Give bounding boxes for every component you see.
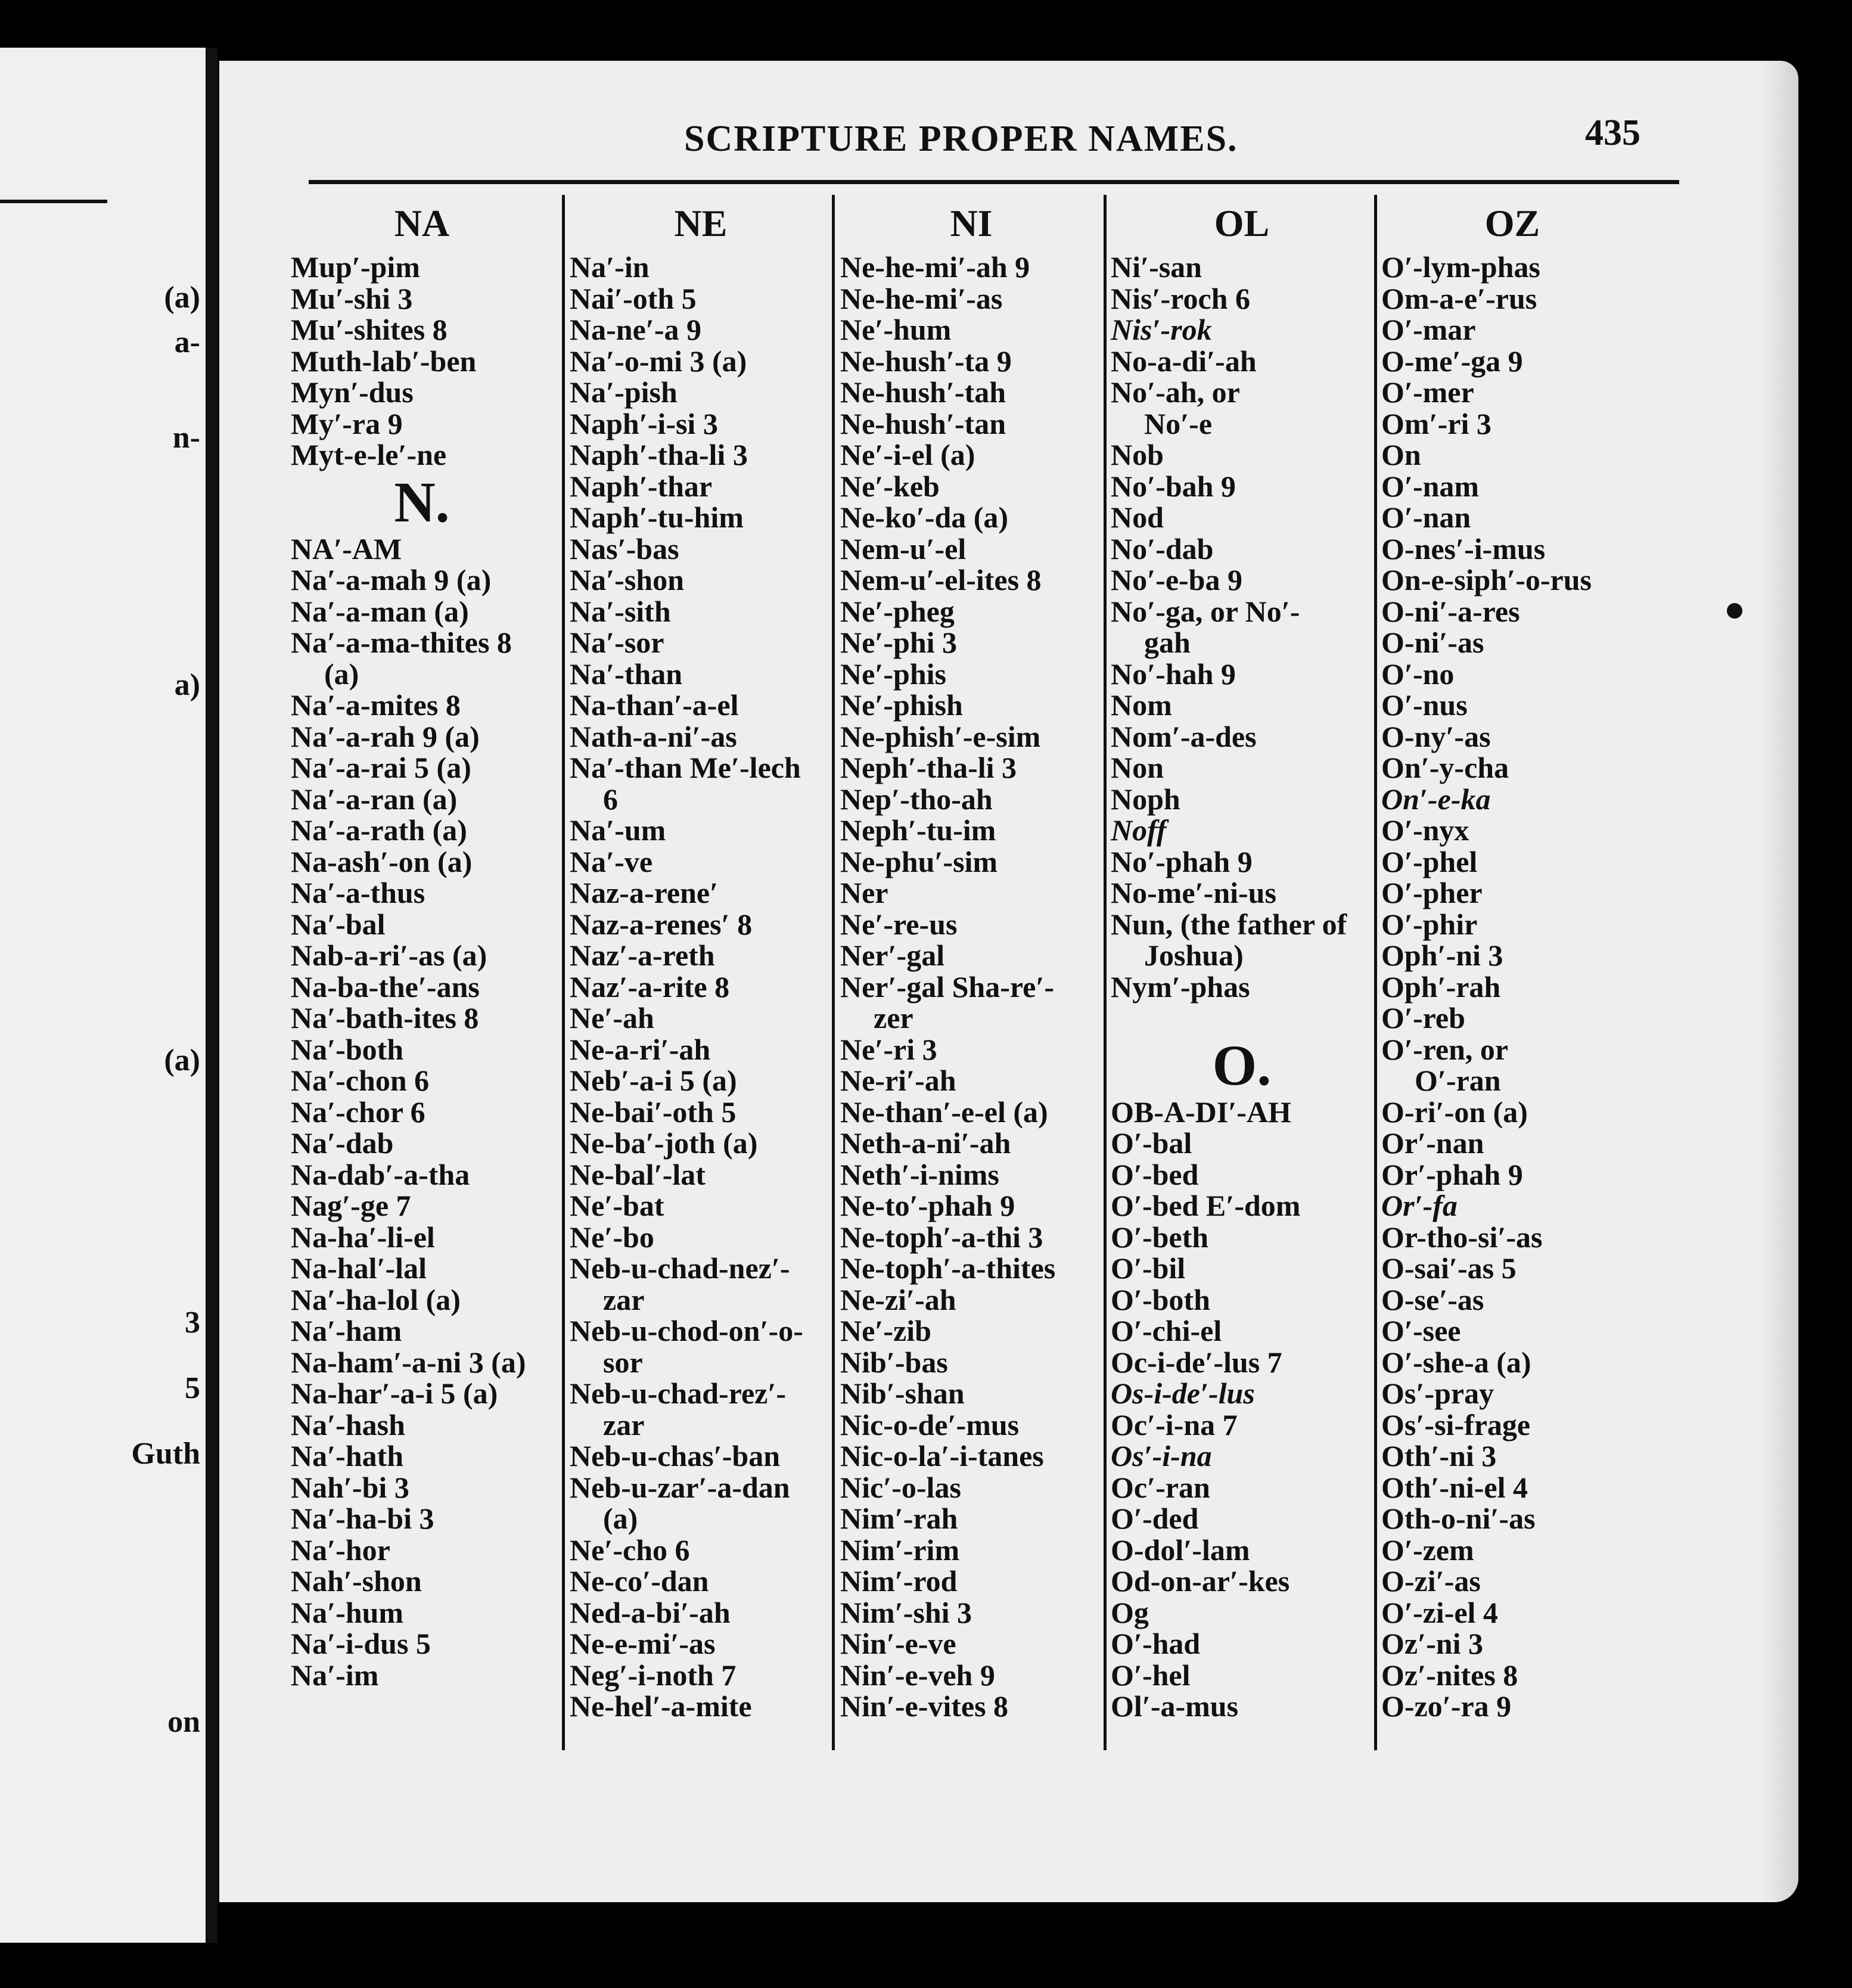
previous-page-rule bbox=[0, 200, 107, 203]
name-entry: Os′-si-frage bbox=[1381, 1408, 1531, 1442]
name-entry: 6 bbox=[603, 782, 618, 816]
name-entry: Os′-i-na bbox=[1111, 1439, 1212, 1473]
name-entry: Oth′-ni 3 bbox=[1381, 1439, 1497, 1473]
previous-page-fragment: a) bbox=[174, 668, 200, 702]
name-entry: Oc′-ran bbox=[1111, 1470, 1210, 1504]
name-entry: Or′-nan bbox=[1381, 1126, 1484, 1160]
name-entry: O′-had bbox=[1111, 1627, 1201, 1660]
name-entry: O-me′-ga 9 bbox=[1381, 344, 1523, 378]
column-ni bbox=[840, 198, 1102, 1722]
name-entry: Naph′-tha-li 3 bbox=[570, 438, 748, 471]
page-number: 435 bbox=[1585, 113, 1640, 153]
name-entry: Or-tho-si′-as bbox=[1381, 1220, 1543, 1254]
name-entry: OB-A-DI′-AH bbox=[1111, 1095, 1291, 1129]
name-entry: Na-har′-a-i 5 (a) bbox=[291, 1377, 498, 1410]
name-entry: Neb-u-chad-nez′- bbox=[570, 1251, 790, 1285]
name-entry: O-nes′-i-mus bbox=[1381, 532, 1546, 566]
column-divider bbox=[1374, 195, 1377, 1750]
previous-page-fragment: 3 bbox=[185, 1306, 200, 1340]
name-entry: Ne-than′-e-el (a) bbox=[840, 1095, 1048, 1129]
name-entry: Ne′-hum bbox=[840, 313, 952, 346]
name-entry: Na′-ham bbox=[291, 1314, 402, 1347]
name-entry: O′-nam bbox=[1381, 469, 1480, 503]
name-entry: Nib′-shan bbox=[840, 1377, 965, 1410]
name-entry: Ne′-re-us bbox=[840, 907, 958, 941]
name-entry: No′-ah, or bbox=[1111, 375, 1240, 409]
name-entry: Nym′-phas bbox=[1111, 970, 1250, 1004]
name-entry: Na′-hor bbox=[291, 1533, 390, 1567]
name-entry: Nag′-ge 7 bbox=[291, 1189, 411, 1222]
name-entry: zar bbox=[603, 1282, 645, 1316]
name-entry: No-me′-ni-us bbox=[1111, 876, 1276, 909]
name-entry: Ne-zi′-ah bbox=[840, 1282, 956, 1316]
previous-page-fragment: Guth bbox=[131, 1437, 200, 1471]
column-divider bbox=[1104, 195, 1107, 1750]
name-entry: On bbox=[1381, 438, 1421, 471]
name-entry: Na′-a-thus bbox=[291, 876, 425, 909]
name-entry: Ne′-phi 3 bbox=[840, 626, 958, 659]
name-entry: O′-nan bbox=[1381, 501, 1471, 534]
name-entry: Ne-hush′-tan bbox=[840, 406, 1006, 440]
name-entry: Nic′-o-las bbox=[840, 1470, 961, 1504]
name-entry: Na′-sith bbox=[570, 594, 671, 628]
name-entry: O′-bal bbox=[1111, 1126, 1192, 1160]
name-entry: Na′-ha-bi 3 bbox=[291, 1502, 434, 1535]
name-entry: Ner′-gal Sha-re′- bbox=[840, 970, 1055, 1004]
name-entry: Nem-u′-el-ites 8 bbox=[840, 563, 1042, 597]
name-entry: O-dol′-lam bbox=[1111, 1533, 1250, 1567]
name-entry: Na′-sor bbox=[570, 626, 664, 659]
name-entry: O-se′-as bbox=[1381, 1282, 1484, 1316]
name-entry: Na′-hath bbox=[291, 1439, 404, 1473]
name-entry: Na′-chon 6 bbox=[291, 1064, 430, 1097]
name-entry: Or′-fa bbox=[1381, 1189, 1458, 1222]
name-entry: Oz′-ni 3 bbox=[1381, 1627, 1483, 1660]
name-entry: Ne′-phish bbox=[840, 688, 963, 722]
name-entry: Nim′-rah bbox=[840, 1502, 958, 1535]
name-entry: Ne′-i-el (a) bbox=[840, 438, 975, 471]
name-entry: O′-see bbox=[1381, 1314, 1461, 1347]
name-entry: Nom bbox=[1111, 688, 1172, 722]
name-entry: O′-beth bbox=[1111, 1220, 1209, 1254]
name-entry: sor bbox=[603, 1345, 643, 1379]
name-entry: Ne-to′-phah 9 bbox=[840, 1189, 1015, 1222]
name-entry: Na′-than bbox=[570, 657, 683, 691]
name-entry: Neth-a-ni′-ah bbox=[840, 1126, 1011, 1160]
name-entry: Myn′-dus bbox=[291, 375, 414, 409]
name-entry: Ne-a-ri′-ah bbox=[570, 1032, 711, 1066]
name-entry: Na′-hash bbox=[291, 1408, 405, 1442]
name-entry: Neph′-tha-li 3 bbox=[840, 751, 1017, 784]
name-entry: Neb-u-zar′-a-dan bbox=[570, 1470, 790, 1504]
name-entry: Ne-toph′-a-thi 3 bbox=[840, 1220, 1043, 1254]
name-entry: Ol′-a-mus bbox=[1111, 1689, 1239, 1723]
column-heading: OL bbox=[1214, 202, 1270, 244]
name-entry: (a) bbox=[324, 657, 359, 691]
name-entry: My′-ra 9 bbox=[291, 406, 403, 440]
name-entry: O′-zem bbox=[1381, 1533, 1474, 1567]
name-entry: Nin′-e-veh 9 bbox=[840, 1658, 995, 1692]
name-entry: O-ri′-on (a) bbox=[1381, 1095, 1528, 1129]
name-entry: Ne′-phis bbox=[840, 657, 946, 691]
name-entry: O-zi′-as bbox=[1381, 1564, 1481, 1598]
name-entry: No′-bah 9 bbox=[1111, 469, 1236, 503]
name-entry: Oph′-ni 3 bbox=[1381, 939, 1503, 972]
previous-page-fragment: (a) bbox=[164, 281, 200, 315]
column-heading: NA bbox=[394, 202, 450, 244]
previous-page-edge bbox=[0, 48, 209, 1943]
name-entry: Ne-hel′-a-mite bbox=[570, 1689, 752, 1723]
name-entry: O-ni′-a-res bbox=[1381, 594, 1520, 628]
name-entry: Ne-hush′-ta 9 bbox=[840, 344, 1012, 378]
name-entry: O′-nyx bbox=[1381, 813, 1469, 847]
name-entry: Ni′-san bbox=[1111, 250, 1202, 284]
name-entry: O′-bil bbox=[1111, 1251, 1186, 1285]
name-entry: O′-nus bbox=[1381, 688, 1468, 722]
name-entry: Joshua) bbox=[1144, 939, 1244, 972]
name-entry: Na′-a-ma-thites 8 bbox=[291, 626, 512, 659]
name-entry: Ne′-cho 6 bbox=[570, 1533, 690, 1567]
name-entry: Na-ba-the′-ans bbox=[291, 970, 480, 1004]
name-entry: Nib′-bas bbox=[840, 1345, 948, 1379]
name-entry: Na′-um bbox=[570, 813, 666, 847]
name-entry: No′-e bbox=[1144, 406, 1213, 440]
name-entry: Na′-bal bbox=[291, 907, 386, 941]
name-entry: Nai′-oth 5 bbox=[570, 281, 697, 315]
name-entry: O′-reb bbox=[1381, 1001, 1465, 1035]
name-entry: Ner bbox=[840, 876, 888, 909]
name-entry: Nep′-tho-ah bbox=[840, 782, 993, 816]
name-entry: Na′-bath-ites 8 bbox=[291, 1001, 479, 1035]
name-entry: Neb-u-chas′-ban bbox=[570, 1439, 781, 1473]
column-na bbox=[291, 198, 553, 1691]
previous-page-fragment: on bbox=[167, 1705, 200, 1739]
name-entry: On′-y-cha bbox=[1381, 751, 1509, 784]
name-entry: Ne-phu′-sim bbox=[840, 844, 998, 878]
name-entry: Ne-phish′-e-sim bbox=[840, 719, 1041, 753]
name-entry: Ne-co′-dan bbox=[570, 1564, 709, 1598]
name-entry: Nic-o-de′-mus bbox=[840, 1408, 1020, 1442]
name-entry: Oth-o-ni′-as bbox=[1381, 1502, 1536, 1535]
section-letter: O. bbox=[1212, 1033, 1272, 1097]
name-entry: Nah′-bi 3 bbox=[291, 1470, 409, 1504]
previous-page-fragment: 5 bbox=[185, 1371, 200, 1405]
book-page bbox=[219, 61, 1798, 1902]
name-entry: Na-ne′-a 9 bbox=[570, 313, 701, 346]
name-entry: zer bbox=[874, 1001, 913, 1035]
name-entry: Nic-o-la′-i-tanes bbox=[840, 1439, 1044, 1473]
name-entry: O′-pher bbox=[1381, 876, 1483, 909]
name-entry: Nab-a-ri′-as (a) bbox=[291, 939, 487, 972]
name-entry: Naz-a-rene′ bbox=[570, 876, 719, 909]
name-entry: O-sai′-as 5 bbox=[1381, 1251, 1517, 1285]
name-entry: O′-she-a (a) bbox=[1381, 1345, 1531, 1379]
name-entry: gah bbox=[1144, 626, 1191, 659]
name-entry: Ne′-bat bbox=[570, 1189, 664, 1222]
name-entry: Na′-a-ran (a) bbox=[291, 782, 458, 816]
ink-spot bbox=[1727, 603, 1742, 619]
name-entry: Na′-im bbox=[291, 1658, 379, 1692]
section-gap bbox=[1111, 1002, 1373, 1034]
name-entry: Na′-a-rah 9 (a) bbox=[291, 719, 480, 753]
column-divider bbox=[562, 195, 565, 1750]
name-entry: Neg′-i-noth 7 bbox=[570, 1658, 737, 1692]
column-heading: NI bbox=[950, 202, 993, 244]
name-entry: Ne′-bo bbox=[570, 1220, 654, 1254]
column-ne bbox=[570, 198, 832, 1722]
name-entry: Ne-ko′-da (a) bbox=[840, 501, 1009, 534]
name-entry: Nim′-shi 3 bbox=[840, 1595, 972, 1629]
name-entry: Ne′-ri 3 bbox=[840, 1032, 937, 1066]
name-entry: Or′-phah 9 bbox=[1381, 1157, 1523, 1191]
name-entry: Na′-pish bbox=[570, 375, 678, 409]
name-entry: Ne-hush′-tah bbox=[840, 375, 1006, 409]
name-entry: Ne′-keb bbox=[840, 469, 940, 503]
name-entry: Neb′-a-i 5 (a) bbox=[570, 1064, 737, 1097]
previous-page-fragment: a- bbox=[174, 325, 200, 359]
name-entry: Na-dab′-a-tha bbox=[291, 1157, 470, 1191]
name-entry: O′-zi-el 4 bbox=[1381, 1595, 1498, 1629]
name-entry: Nas′-bas bbox=[570, 532, 679, 566]
name-entry: Na′-a-rai 5 (a) bbox=[291, 751, 471, 784]
name-entry: O′-mar bbox=[1381, 313, 1476, 346]
name-entry: Na′-shon bbox=[570, 563, 684, 597]
name-entry: Na′-hum bbox=[291, 1595, 404, 1629]
name-entry: Ne-e-mi′-as bbox=[570, 1627, 716, 1660]
name-entry: Na′-i-dus 5 bbox=[291, 1627, 431, 1660]
name-entry: Oth′-ni-el 4 bbox=[1381, 1470, 1528, 1504]
column-heading: OZ bbox=[1484, 202, 1540, 244]
name-entry: Na′-a-man (a) bbox=[291, 594, 469, 628]
name-entry: Nin′-e-vites 8 bbox=[840, 1689, 1009, 1723]
running-head: SCRIPTURE PROPER NAMES. bbox=[684, 119, 1238, 159]
name-entry: No′-e-ba 9 bbox=[1111, 563, 1242, 597]
name-entry: Om′-ri 3 bbox=[1381, 406, 1491, 440]
name-entry: Nin′-e-ve bbox=[840, 1627, 956, 1660]
name-entry: Oph′-rah bbox=[1381, 970, 1501, 1004]
name-entry: Ne-he-mi′-ah 9 bbox=[840, 250, 1030, 284]
name-entry: Muth-lab′-ben bbox=[291, 344, 477, 378]
name-entry: Neb-u-chad-rez′- bbox=[570, 1377, 787, 1410]
name-entry: Naph′-thar bbox=[570, 469, 713, 503]
name-entry: Nis′-roch 6 bbox=[1111, 281, 1250, 315]
name-entry: Na′-chor 6 bbox=[291, 1095, 425, 1129]
name-entry: Mu′-shi 3 bbox=[291, 281, 413, 315]
name-entry: Ne′-ah bbox=[570, 1001, 654, 1035]
name-entry: Od-on-ar′-kes bbox=[1111, 1564, 1290, 1598]
column-divider bbox=[832, 195, 835, 1750]
name-entry: Ne-he-mi′-as bbox=[840, 281, 1003, 315]
name-entry: Na′-a-mites 8 bbox=[291, 688, 461, 722]
name-entry: O-ny′-as bbox=[1381, 719, 1491, 753]
name-entry: No′-phah 9 bbox=[1111, 844, 1253, 878]
name-entry: Naz-a-renes′ 8 bbox=[570, 907, 753, 941]
name-entry: Ne′-zib bbox=[840, 1314, 931, 1347]
name-entry: O′-chi-el bbox=[1111, 1314, 1222, 1347]
name-entry: O-ni′-as bbox=[1381, 626, 1484, 659]
name-entry: Neb-u-chod-on′-o- bbox=[570, 1314, 803, 1347]
name-entry: Na′-in bbox=[570, 250, 650, 284]
name-entry: No′-ga, or No′- bbox=[1111, 594, 1300, 628]
name-entry: O-zo′-ra 9 bbox=[1381, 1689, 1512, 1723]
name-entry: Oc′-i-na 7 bbox=[1111, 1408, 1238, 1442]
name-entry: Ne-ba′-joth (a) bbox=[570, 1126, 758, 1160]
name-entry: O′-lym-phas bbox=[1381, 250, 1540, 284]
name-entry: Noff bbox=[1111, 813, 1167, 847]
name-entry: Os′-pray bbox=[1381, 1377, 1494, 1410]
name-entry: Neph′-tu-im bbox=[840, 813, 996, 847]
name-entry: Naz′-a-rite 8 bbox=[570, 970, 730, 1004]
name-entry: O′-ded bbox=[1111, 1502, 1199, 1535]
name-entry: Mup′-pim bbox=[291, 250, 420, 284]
column-heading: NE bbox=[674, 202, 728, 244]
name-entry: Nim′-rod bbox=[840, 1564, 958, 1598]
name-entry: Na′-than Me′-lech bbox=[570, 751, 801, 784]
name-entry: Os-i-de′-lus bbox=[1111, 1377, 1255, 1410]
column-oz bbox=[1381, 198, 1643, 1722]
name-entry: Neth′-i-nims bbox=[840, 1157, 999, 1191]
name-entry: Nah′-shon bbox=[291, 1564, 422, 1598]
name-entry: On-e-siph′-o-rus bbox=[1381, 563, 1592, 597]
header-rule bbox=[309, 180, 1679, 184]
name-entry: Ne-bal′-lat bbox=[570, 1157, 706, 1191]
name-entry: Mu′-shites 8 bbox=[291, 313, 448, 346]
name-entry: Na′-o-mi 3 (a) bbox=[570, 344, 747, 378]
name-entry: Na′-dab bbox=[291, 1126, 394, 1160]
name-entry: Ne-toph′-a-thites bbox=[840, 1251, 1056, 1285]
name-entry: Og bbox=[1111, 1595, 1149, 1629]
name-entry: Noph bbox=[1111, 782, 1180, 816]
name-entry: Nun, (the father of bbox=[1111, 907, 1347, 941]
name-entry: Nis′-rok bbox=[1111, 313, 1212, 346]
name-entry: Ner′-gal bbox=[840, 939, 945, 972]
name-entry: Na-ha′-li-el bbox=[291, 1220, 435, 1254]
name-entry: Nom′-a-des bbox=[1111, 719, 1257, 753]
name-entry: Nath-a-ni′-as bbox=[570, 719, 737, 753]
name-entry: O′-ren, or bbox=[1381, 1032, 1509, 1066]
name-entry: Myt-e-le′-ne bbox=[291, 438, 447, 471]
name-entry: Oc-i-de′-lus 7 bbox=[1111, 1345, 1282, 1379]
name-entry: Na-ham′-a-ni 3 (a) bbox=[291, 1345, 526, 1379]
name-entry: No′-hah 9 bbox=[1111, 657, 1236, 691]
name-entry: Na′-ha-lol (a) bbox=[291, 1282, 461, 1316]
name-entry: O′-bed E′-dom bbox=[1111, 1189, 1301, 1222]
name-entry: Na-than′-a-el bbox=[570, 688, 739, 722]
name-entry: O′-phel bbox=[1381, 844, 1478, 878]
name-entry: O′-ran bbox=[1415, 1064, 1501, 1097]
name-entry: Naph′-i-si 3 bbox=[570, 406, 718, 440]
name-entry: O′-both bbox=[1111, 1282, 1210, 1316]
name-entry: No′-dab bbox=[1111, 532, 1214, 566]
name-entry: Na-ash′-on (a) bbox=[291, 844, 473, 878]
name-entry: Na′-both bbox=[291, 1032, 404, 1066]
name-entry: Na′-a-rath (a) bbox=[291, 813, 467, 847]
name-entry: NA′-AM bbox=[291, 532, 402, 566]
name-entry: Na′-a-mah 9 (a) bbox=[291, 563, 492, 597]
name-entry: O′-bed bbox=[1111, 1157, 1199, 1191]
name-entry: Ne-ri′-ah bbox=[840, 1064, 956, 1097]
book-gutter bbox=[206, 48, 217, 1943]
name-entry: Na-hal′-lal bbox=[291, 1251, 427, 1285]
name-entry: Non bbox=[1111, 751, 1164, 784]
name-entry: O′-mer bbox=[1381, 375, 1474, 409]
name-entry: On′-e-ka bbox=[1381, 782, 1491, 816]
name-entry: O′-hel bbox=[1111, 1658, 1191, 1692]
name-entry: O′-phir bbox=[1381, 907, 1478, 941]
name-entry: Nod bbox=[1111, 501, 1164, 534]
section-letter: N. bbox=[394, 470, 450, 534]
name-entry: Om-a-e′-rus bbox=[1381, 281, 1537, 315]
name-entry: Ne-bai′-oth 5 bbox=[570, 1095, 737, 1129]
name-entry: zar bbox=[603, 1408, 645, 1442]
name-entry: Ned-a-bi′-ah bbox=[570, 1595, 731, 1629]
name-entry: Naz′-a-reth bbox=[570, 939, 715, 972]
name-entry: Naph′-tu-him bbox=[570, 501, 744, 534]
name-entry: Ne′-pheg bbox=[840, 594, 955, 628]
column-ol bbox=[1111, 198, 1373, 1722]
name-entry: Na′-ve bbox=[570, 844, 653, 878]
name-entry: Oz′-nites 8 bbox=[1381, 1658, 1518, 1692]
previous-page-fragment: (a) bbox=[164, 1043, 200, 1077]
name-entry: Nim′-rim bbox=[840, 1533, 960, 1567]
name-entry: (a) bbox=[603, 1502, 638, 1535]
page-edge-shadow bbox=[1763, 61, 1798, 1902]
name-entry: O′-no bbox=[1381, 657, 1455, 691]
name-entry: Nob bbox=[1111, 438, 1164, 471]
previous-page-fragment: n- bbox=[172, 421, 200, 455]
name-entry: Nem-u′-el bbox=[840, 532, 967, 566]
name-entry: No-a-di′-ah bbox=[1111, 344, 1257, 378]
